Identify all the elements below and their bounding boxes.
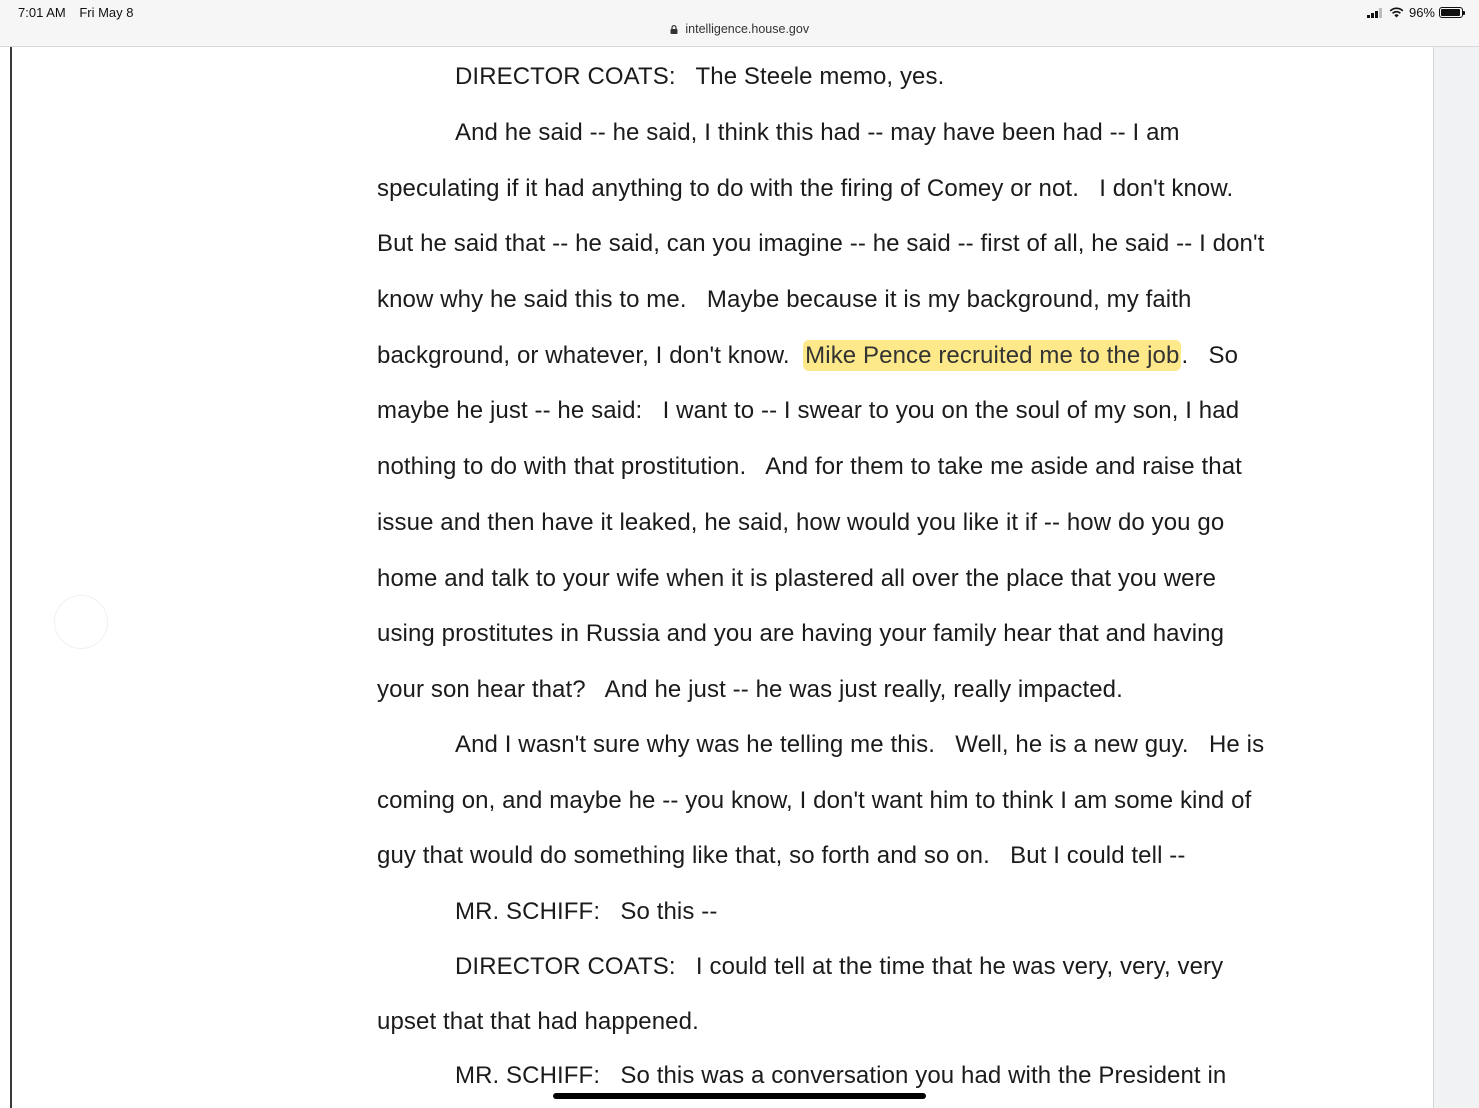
faint-circle: [54, 595, 108, 649]
transcript-line: home and talk to your wife when it is plastered all over the place that you were: [377, 565, 1217, 592]
highlighted-text: Mike Pence recruited me to the job: [805, 342, 1180, 369]
transcript-text: background, or whatever, I don't know.: [377, 342, 804, 369]
lock-icon: [670, 25, 678, 34]
transcript-line: MR. SCHIFF: So this was a conversation you had with the President in: [455, 1062, 1227, 1089]
transcript-text: . So: [1181, 342, 1239, 369]
transcript-line: issue and then have it leaked, he said, how would you like it if -- how do you go: [377, 509, 1225, 536]
transcript-line: And I wasn't sure why was he telling me this. Well, he is a new guy. He is: [455, 731, 1265, 758]
battery-icon: [1439, 7, 1463, 18]
battery-percent: 96%: [1408, 5, 1435, 20]
transcript-line: But he said that -- he said, can you imagine -- he said -- first of all, he said -- I don't: [377, 230, 1265, 257]
status-indicators: [1367, 5, 1463, 20]
home-indicator[interactable]: [553, 1093, 926, 1099]
transcript-line: DIRECTOR COATS: I could tell at the time that he was very, very, very: [455, 953, 1224, 980]
transcript-line: nothing to do with that prostitution. And for them to take me aside and raise that: [377, 453, 1242, 480]
status-time-date: [18, 5, 144, 20]
transcript-line: speculating if it had anything to do with the firing of Comey or not. I don't know.: [377, 175, 1234, 202]
transcript-line: maybe he just -- he said: I want to -- I swear to you on the soul of my son, I had: [377, 397, 1240, 424]
address-bar[interactable]: [0, 22, 1479, 36]
transcript-line: know why he said this to me. Maybe because it is my background, my faith: [377, 286, 1192, 313]
page-left-edge: [10, 47, 12, 1108]
status-date: Fri May 8: [79, 5, 134, 20]
transcript-line: upset that that had happened.: [377, 1008, 699, 1035]
transcript-line: your son hear that? And he just -- he was just really, really impacted.: [377, 676, 1123, 703]
document-viewer[interactable]: [0, 47, 1479, 1108]
transcript-line: using prostitutes in Russia and you are having your family hear that and having: [377, 620, 1225, 647]
wifi-icon: [1389, 7, 1404, 18]
transcript-line: [377, 341, 1238, 371]
viewer-gutter: [1433, 47, 1479, 1108]
transcript-line: MR. SCHIFF: So this --: [455, 898, 718, 925]
signal-icon: [1367, 8, 1383, 18]
transcript-line: DIRECTOR COATS: The Steele memo, yes.: [455, 63, 945, 90]
url-text[interactable]: intelligence.house.gov: [685, 22, 810, 36]
transcript-line: coming on, and maybe he -- you know, I don't want him to think I am some kind of: [377, 787, 1252, 814]
transcript-line: And he said -- he said, I think this had -- may have been had -- I am: [455, 119, 1180, 146]
transcript-line: guy that would do something like that, so forth and so on. But I could tell --: [377, 842, 1186, 869]
status-bar: [0, 0, 1479, 47]
status-time: 7:01 AM: [18, 5, 66, 20]
